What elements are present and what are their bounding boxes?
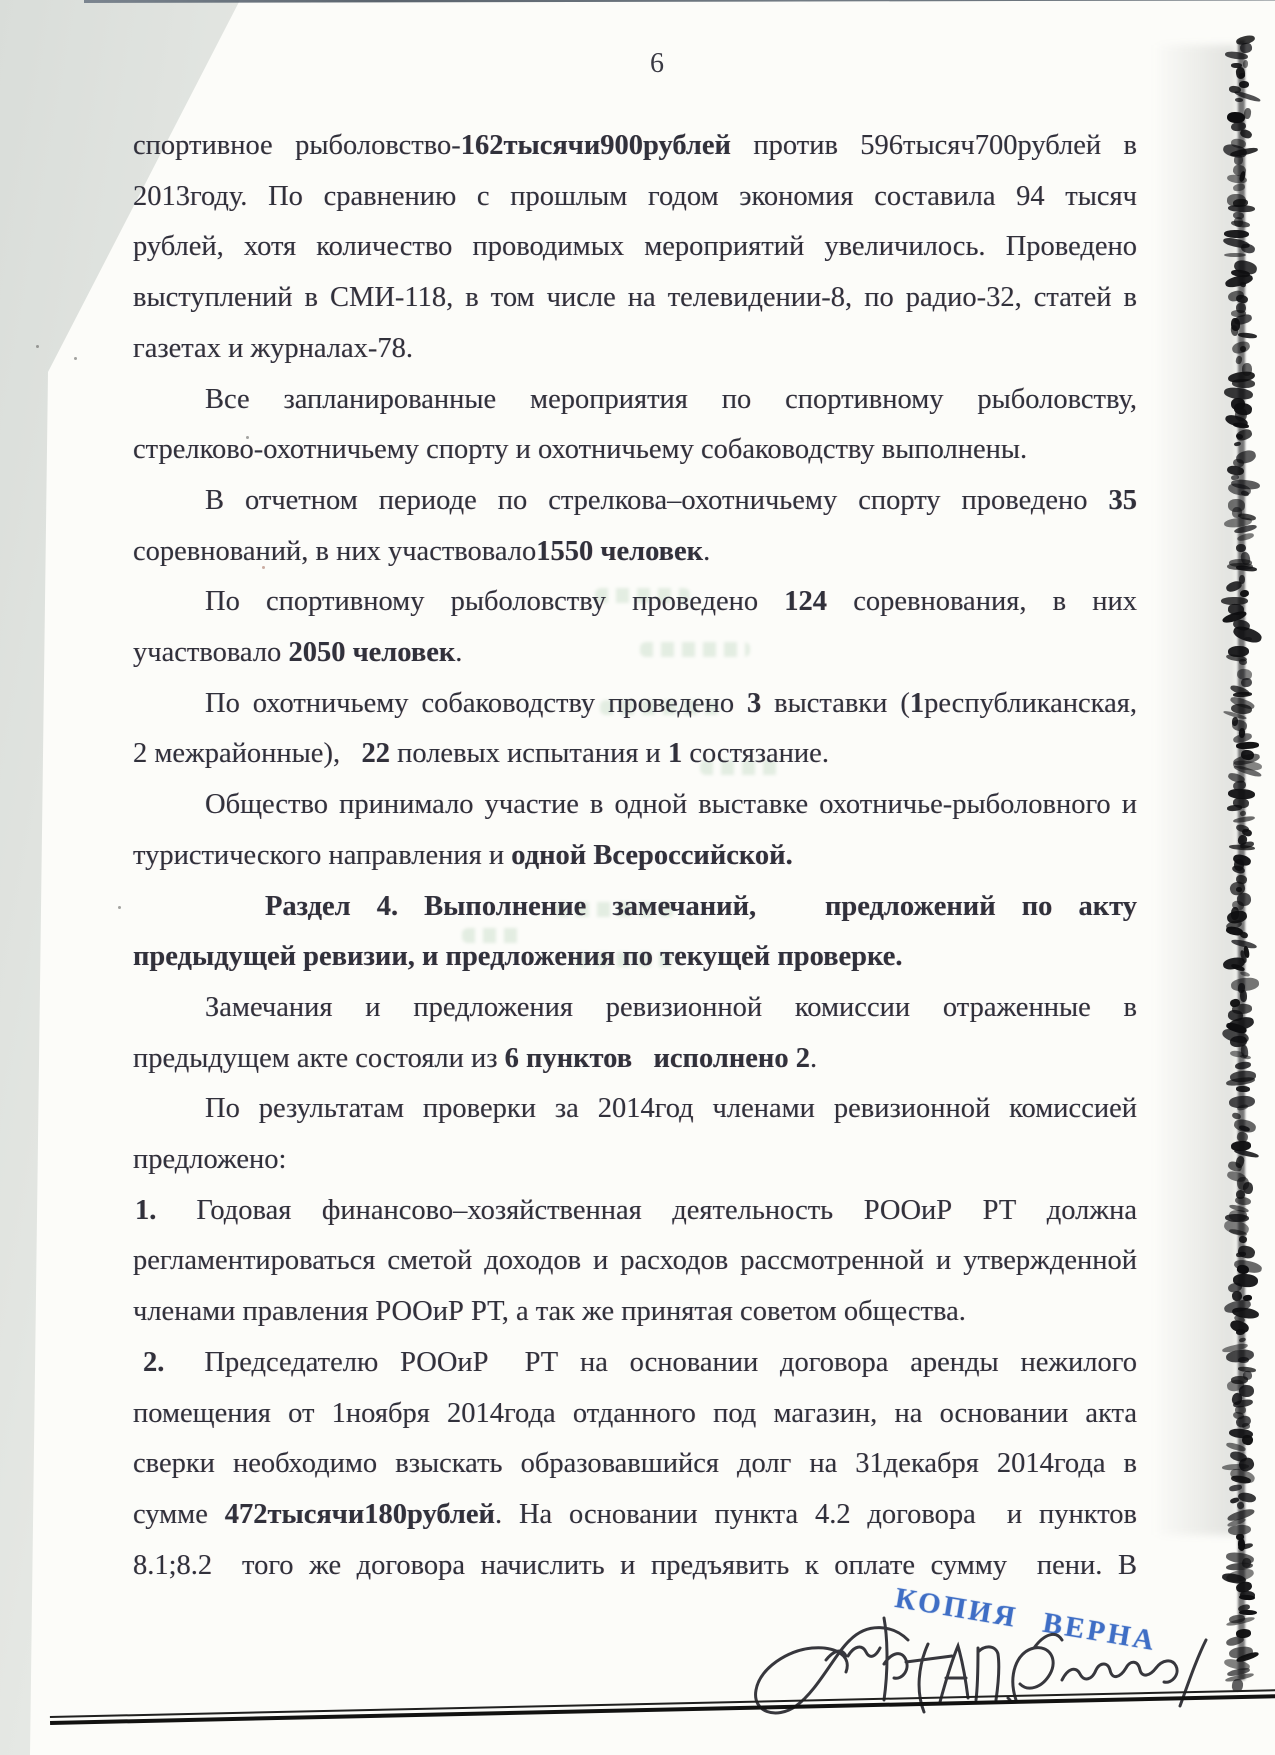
text-line: стрелково-охотничьему спорту и охотничьему собаководству выполнены. xyxy=(133,434,1028,466)
scan-noise-blob xyxy=(1232,378,1255,388)
text-line: 8.1;8.2 того же договора начислить и предъявить к оплате сумму пени. В xyxy=(133,1549,1137,1581)
scan-noise-blob xyxy=(1224,253,1247,258)
text-line: участвовало 2050 человек. xyxy=(133,637,463,669)
text-line: предложено: xyxy=(133,1144,287,1176)
scan-noise-blob xyxy=(1240,42,1253,53)
scan-noise-blob xyxy=(1235,1061,1252,1070)
scan-noise-blob xyxy=(1236,1086,1250,1092)
scan-speck xyxy=(118,906,121,909)
text-line: газетах и журналах-78. xyxy=(133,332,414,364)
document-text xyxy=(133,121,1137,1591)
text-line: спортивное рыболовство-162тысячи900рублей против 596тысяч700рублей в xyxy=(133,130,1137,161)
text-line: помещения от 1ноября 2014года отданного под магазин, на основании акта xyxy=(133,1397,1137,1429)
scan-noise-blob xyxy=(1236,1251,1246,1257)
text-line: предыдущем акте состояли из 6 пунктов исполнено 2. xyxy=(133,1042,818,1074)
scan-speck xyxy=(36,345,39,348)
scan-noise-blob xyxy=(1244,637,1253,642)
text-line: 2. Председателю РООиР РТ на основании договора аренды нежилого xyxy=(143,1346,1137,1378)
text-line: регламентироваться сметой доходов и расходов рассмотренной и утвержденной xyxy=(133,1245,1137,1277)
scan-noise-blob xyxy=(1241,678,1253,688)
text-line: рублей, хотя количество проводимых мероприятий увеличилось. Проведено xyxy=(133,231,1137,263)
text-line: Раздел 4. Выполнение замечаний, предложений по акту xyxy=(265,890,1137,922)
text-line: предыдущей ревизии, и предложения по текущей проверке. xyxy=(133,941,903,973)
text-line: туристического направления и одной Всероссийской. xyxy=(133,839,793,871)
text-line: соревнований, в них участвовало1550 человек. xyxy=(133,535,711,567)
text-line: Все запланированные мероприятия по спортивному рыболовству, xyxy=(205,383,1137,415)
scan-noise-blob xyxy=(1238,1357,1249,1364)
text-line: сумме 472тысячи180рублей. На основании пункта 4.2 договора и пунктов xyxy=(133,1498,1137,1530)
scan-noise-blob xyxy=(1239,81,1249,88)
scan-noise-blob xyxy=(1233,691,1253,697)
text-line: членами правления РООиР РТ, а так же принятая советом общества. xyxy=(133,1296,966,1328)
scan-noise-blob xyxy=(1243,59,1249,68)
scan-noise-blob xyxy=(1239,589,1249,598)
scan-noise-blob xyxy=(1232,624,1263,645)
text-line: сверки необходимо взыскать образовавшийся долг на 31декабря 2014года в xyxy=(133,1448,1137,1480)
copy-stamp-word: КОПИЯ xyxy=(892,1582,1021,1635)
text-line: В отчетном периоде по стрелкова–охотничьему спорту проведено 35 xyxy=(205,484,1137,516)
text-line: Общество принимало участие в одной выставке охотничье-рыболовного и xyxy=(205,789,1137,821)
scan-noise-blob xyxy=(1238,1235,1247,1243)
scan-noise-blob xyxy=(1228,204,1255,212)
scan-top-edge-line xyxy=(84,0,1275,3)
text-line: 2013году. По сравнению с прошлым годом экономия составила 94 тысяч xyxy=(133,180,1137,212)
scan-noise-blob xyxy=(1240,990,1247,1002)
scan-right-binding-shadow xyxy=(1152,45,1236,1535)
scan-noise-blob xyxy=(1236,886,1242,891)
handwritten-signature xyxy=(700,1598,1220,1733)
text-line: 1. Годовая финансово–хозяйственная деятельность РООиР РТ должна xyxy=(135,1194,1137,1226)
text-line: выступлений в СМИ-118, в том числе на телевидении-8, по радио-32, статей в xyxy=(133,282,1137,314)
text-line: Замечания и предложения ревизионной комиссии отраженные в xyxy=(205,991,1137,1023)
scan-noise-blob xyxy=(1235,742,1258,750)
page-number: 6 xyxy=(650,48,664,79)
text-line: По спортивному рыболовству проведено 124 соревнования, в них xyxy=(205,586,1137,618)
scan-noise-blob xyxy=(1241,1423,1249,1429)
text-line: 2 межрайонные), 22 полевых испытания и 1 состязание. xyxy=(133,738,829,770)
text-line: По охотничьему собаководству проведено 3 выставки (1республиканская, xyxy=(205,687,1137,719)
scan-speck xyxy=(74,357,77,360)
text-line: По результатам проверки за 2014год членами ревизионной комиссией xyxy=(205,1093,1137,1125)
copy-stamp-word: ВЕРНА xyxy=(1040,1606,1160,1658)
